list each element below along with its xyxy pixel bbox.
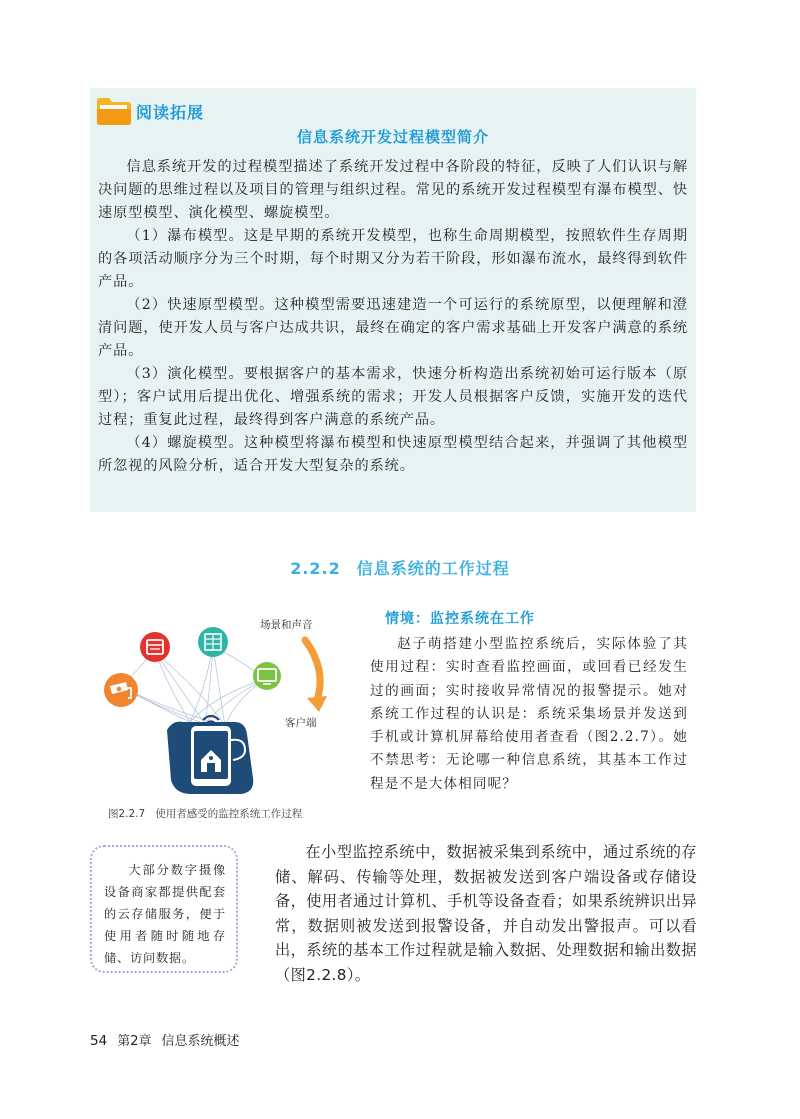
side-note xyxy=(90,845,238,973)
reading-paragraph: （1）瀑布模型。这是早期的系统开发模型，也称生命周期模型，按照软件生存周期的各项活动顺序分为三个时期，每个时期又分为若干阶段，形如瀑布流水，最终得到软件产品。 xyxy=(98,228,688,290)
camera-icon xyxy=(104,673,138,707)
figure-number: 图2.2.7 xyxy=(108,808,146,820)
figure-caption xyxy=(108,806,302,821)
folder-icon xyxy=(96,96,132,126)
monitoring-figure xyxy=(95,600,355,800)
scenario-paragraph: 赵子萌搭建小型监控系统后，实际体验了其使用过程：实时查看监控画面，或回看已经发生过的画面；实时接收异常情况的报警提示。她对系统工作过程的认识是：系统采集场景并发送到手机或计算机屏幕给使用者查看（图2.2.7）。她不禁思考：无论哪一种信息系统，其基本工作过程是不是大体相同呢？ xyxy=(370,636,688,792)
flow-arrow xyxy=(305,640,327,712)
monitoring-diagram xyxy=(95,600,355,800)
figure-caption-text: 使用者感受的监控系统工作过程 xyxy=(155,808,303,820)
reading-extension-label: 阅读拓展 xyxy=(136,102,205,122)
main-paragraph: 在小型监控系统中，数据被采集到系统中，通过系统的存储、解码、传输等处理，数据被发送到客户端设备或存储设备，使用者通过计算机、手机等设备查看；如果系统辨识出异常，数据则被发送到报警设备，并自动发出警报声。可以看出，系统的基本工作过程就是输入数据、处理数据和输出数据（图2.2.8）。 xyxy=(275,843,697,984)
reading-paragraph: （2）快速原型模型。这种模型需要迅速建造一个可运行的系统原型，以便理解和澄清问题，使开发人员与客户达成共识，最终在确定的客户需求基础上开发客户满意的系统产品。 xyxy=(98,297,688,359)
reading-title: 信息系统开发过程模型简介 xyxy=(296,128,489,146)
section-number: 2.2.2 xyxy=(290,559,341,578)
chapter-number: 第2章 xyxy=(117,1034,152,1049)
side-note-text: 大部分数字摄像设备商家都提供配套的云存储服务，便于使用者随时随地存储、访问数据。 xyxy=(104,863,226,965)
smartphone-icon xyxy=(167,716,253,794)
reading-paragraph: （3）演化模型。要根据客户的基本需求，快速分析构造出系统初始可运行版本（原型）；客户试用后提出优化、增强系统的需求；开发人员根据客户反馈，实施开发的迭代过程；重复此过程，最终得到客户满意的系统产品。 xyxy=(98,366,688,428)
printer-icon xyxy=(140,632,170,662)
printer-icon-circle xyxy=(140,632,170,662)
reading-body xyxy=(98,156,688,478)
section-title: 信息系统的工作过程 xyxy=(356,559,510,578)
reading-paragraph: 信息系统开发的过程模型描述了系统开发过程中各阶段的特征，反映了人们认识与解决问题的思维过程以及项目的管理与组织过程。常见的系统开发过程模型有瀑布模型、快速原型模型、演化模型、螺旋模型。 xyxy=(98,159,688,221)
client-label: 客户端 xyxy=(285,717,317,729)
server-icon xyxy=(198,627,228,657)
page-number: 54 xyxy=(90,1033,108,1049)
chapter-title: 信息系统概述 xyxy=(161,1034,240,1049)
scene-sound-label: 场景和声音 xyxy=(260,619,313,631)
reading-paragraph: （4）螺旋模型。这种模型将瀑布模型和快速原型模型结合起来，并强调了其他模型所忽视的风险分析，适合开发大型复杂的系统。 xyxy=(98,435,688,474)
section-heading xyxy=(0,556,800,579)
monitor-icon xyxy=(253,662,281,690)
scenario-body xyxy=(370,633,688,796)
page-footer xyxy=(90,1030,239,1049)
scenario-title: 情境：监控系统在工作 xyxy=(385,611,535,627)
reading-extension-header xyxy=(96,95,204,127)
connection-lines xyxy=(123,646,265,726)
main-body xyxy=(275,840,697,987)
